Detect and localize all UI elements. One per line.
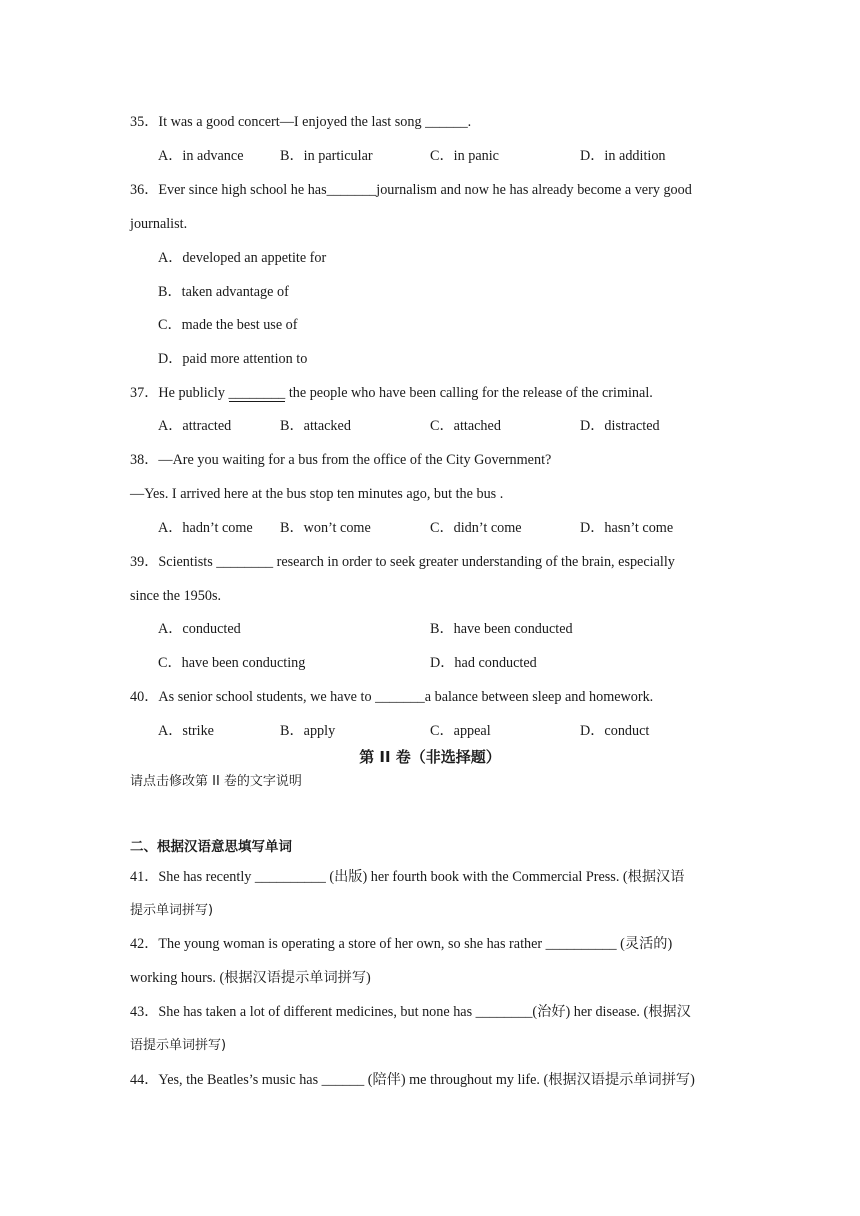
question-35-stem: 35．It was a good concert—I enjoyed the last song ______. [130, 114, 472, 130]
option-d: D．paid more attention to [158, 351, 308, 367]
question-42-stem: 42．The young woman is operating a store of her own, so she has rather __________ (灵活的) [130, 936, 673, 952]
option-d: D．conduct [580, 723, 650, 739]
question-43-stem-cont: 语提示单词拼写) [130, 1038, 227, 1053]
option-b: B．taken advantage of [158, 284, 289, 300]
question-41-stem: 41．She has recently __________ (出版) her fourth book with the Commercial Press. (根据汉语 [130, 869, 685, 885]
question-39-options-row2 [0, 656, 860, 674]
option-b: B．attacked [280, 418, 351, 434]
section-note: 请点击修改第 II 卷的文字说明 [130, 774, 302, 789]
option-c: C．have been conducting [158, 655, 306, 671]
question-43-stem: 43．She has taken a lot of different medicines, but none has ________(治好) her disease. (根据汉 [130, 1004, 691, 1020]
section-title: 第 II 卷（非选择题） [359, 748, 501, 766]
option-d: D．distracted [580, 418, 660, 434]
option-c: C．attached [430, 418, 501, 434]
question-36-stem: 36．Ever since high school he has_______journalism and now he has already become a very good [130, 182, 692, 198]
question-37-options [0, 419, 860, 437]
option-c: C．in panic [430, 148, 499, 164]
option-a: A．strike [158, 723, 214, 739]
question-38-stem-cont: —Yes. I arrived here at the bus stop ten minutes ago, but the bus . [130, 486, 504, 502]
question-37-text: 37．He publicly [130, 385, 229, 401]
question-36-stem-cont: journalist. [130, 216, 188, 232]
option-c: C．made the best use of [158, 317, 298, 333]
question-39-stem-cont: since the 1950s. [130, 588, 222, 604]
option-c: C．didn’t come [430, 520, 522, 536]
question-37-stem [130, 386, 653, 400]
question-37-text-cont: the people who have been calling for the release of the criminal. [285, 385, 653, 401]
question-42-stem-cont: working hours. (根据汉语提示单词拼写) [130, 970, 371, 986]
question-41-stem-cont: 提示单词拼写) [130, 903, 214, 918]
question-35-options [0, 149, 860, 167]
question-40-options [0, 724, 860, 742]
question-40-stem: 40．As senior school students, we have to _______a balance between sleep and homework. [130, 689, 654, 705]
answer-blank: ________ [228, 385, 286, 401]
option-d: D．hasn’t come [580, 520, 674, 536]
option-c: C．appeal [430, 723, 491, 739]
question-39-options-row1 [0, 622, 860, 640]
option-a: A．hadn’t come [158, 520, 253, 536]
question-38-stem: 38．—Are you waiting for a bus from the office of the City Government? [130, 452, 552, 468]
option-b: B．in particular [280, 148, 373, 164]
option-b: B．won’t come [280, 520, 371, 536]
question-44-stem: 44．Yes, the Beatles’s music has ______ (陪伴) me throughout my life. (根据汉语提示单词拼写) [130, 1072, 695, 1088]
option-a: A．developed an appetite for [158, 250, 327, 266]
option-d: D．had conducted [430, 655, 537, 671]
question-39-stem: 39．Scientists ________ research in order to seek greater understanding of the brain, especially [130, 554, 675, 570]
option-b: B．have been conducted [430, 621, 573, 637]
option-a: A．in advance [158, 148, 244, 164]
option-a: A．attracted [158, 418, 232, 434]
option-d: D．in addition [580, 148, 666, 164]
option-b: B．apply [280, 723, 336, 739]
question-38-options [0, 521, 860, 539]
part-title: 二、根据汉语意思填写单词 [130, 839, 292, 855]
option-a: A．conducted [158, 621, 241, 637]
